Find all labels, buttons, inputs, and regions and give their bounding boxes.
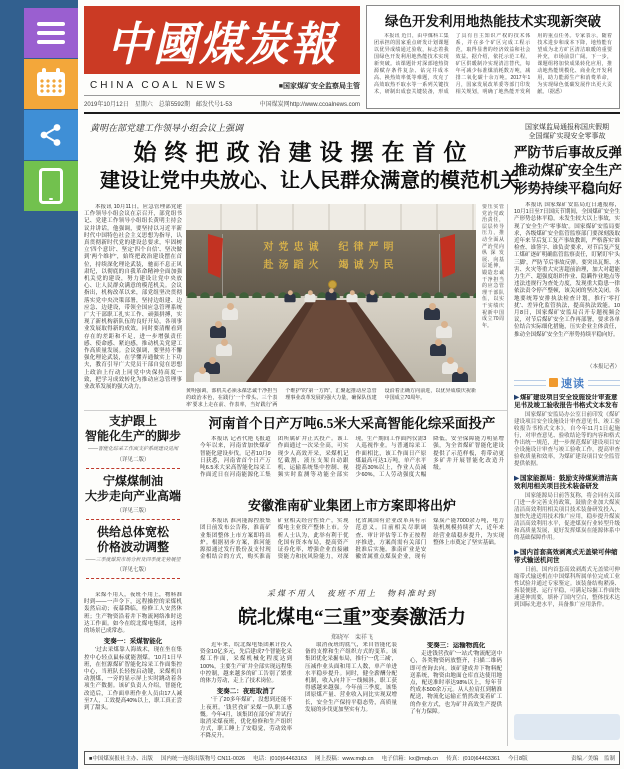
footer-web: 网上投稿：www.mqb.cn <box>314 756 374 762</box>
quick-read-bar <box>588 380 620 386</box>
mobile-phone-icon <box>39 168 63 204</box>
column-rule <box>507 204 508 746</box>
article-huainan-title: 安徽淮南矿业集团上市方案即将出炉 <box>247 498 456 513</box>
bullet-arrow-icon: ▶ <box>514 549 519 556</box>
teaser-title: 大步走向产业高端 <box>84 488 181 503</box>
footer-editor: 责编／美编 监制 <box>570 756 615 762</box>
calendar-button[interactable] <box>24 59 78 109</box>
red-flag-left <box>208 234 223 278</box>
attendee <box>436 326 452 338</box>
bottom-paragraph: '过去采煤靠人海战术，现在坐在集控中心轻点鼠标就能割煤。'10月1日早班，在恒源煤矿智能化综采工作面集控中心，当班队长轻按启动键，采煤机自动割煤，一旁的显示屏上实时跳动着各项生产数据。该矿负责人介绍，智能化改造后，工作面单班作业人员由17人减至7人，工效提高40%以上，职工真正尝到了甜头。 <box>84 647 182 712</box>
masthead-dateline: 2019年10月12日 星期六 总第5592期 邮发代号1-53 <box>84 102 233 108</box>
article-geothermal <box>366 5 620 109</box>
quick-read-title: 煤矿建设项目安全设施设计审查意见书及竣工验收报告书格式文本发布 <box>514 394 618 409</box>
teaser-item[interactable] <box>84 525 182 574</box>
attendee <box>430 344 446 356</box>
quick-read-item[interactable] <box>514 475 620 542</box>
quick-read-badge <box>549 378 558 387</box>
masthead-supervisor: ■国家煤矿安全监察局主管 <box>278 83 360 90</box>
bullet-arrow-icon: ▶ <box>514 394 519 401</box>
attendee <box>194 372 210 382</box>
dashed-divider <box>86 519 180 520</box>
teaser-page-ref: （详见七版） <box>116 567 150 573</box>
teaser-column <box>84 414 182 588</box>
flag-pole-right <box>439 234 440 296</box>
rail-article-kicker <box>514 123 620 141</box>
article-henan-body: 本报讯 记者代艳飞报道 今年以来，河南省加快煤矿智能化建设步伐。记者10月9日获悉，河南省首个日产万吨6.5米大采高智能化综采工作面近日在河南能源化工集团所属矿井正式投产。该工作面通过一次采全高，可实现少人高效开采，采煤机记忆截割、液压支架自动跟机、运输系统集中控制、视频实时监测等功能全部实现，生产期间工作面内仅需3人巡视作业。与普通综采工作面相比，该工作面日产原煤最高可达1万吨，单产水平提高30%以上，作业人员减少60%，工人劳动强度大幅降低，安全保障能力明显增强，为全省煤矿智能化建设提供了示范样板，将带动更多矿井开展智能化改造升级。 <box>200 436 504 479</box>
quick-read-item[interactable] <box>514 394 620 468</box>
masthead-title-en: CHINA COAL NEWS <box>90 80 228 91</box>
attendee <box>424 308 440 320</box>
quick-read-body: 日前，国内首套高效剥离式无盖梁可伸缩带式输送机在中国煤科所属单位完成工业性试验并通过专家鉴定。该装备结构紧凑、拆装便捷、运行平稳，可满足综掘工作面快速延伸需要，填补了国内空白，整体技术达到国际先进水平，具备推广应用条件。 <box>514 567 620 608</box>
masthead-dateline-row <box>84 99 360 108</box>
rail-article-body: 本报讯 国家煤矿安监局近日通报称，10月1日至7日国庆节期间，全国煤矿安全生产形势总体平稳，未发生较大以上事故，实现了安全生产'零事故'。国家煤矿安监局要求，各级煤矿安全监管监察部门要深刻汲取近年来节后复工复产事故教训，严格落实'谁检查、谁签字、谁负责'要求，对节后复产复工煤矿逐矿明确监管监察责任，盯紧盯牢'头三脚'，严防节后事故反弹。要突出瓦斯、水害、火灾等重大灾害超前治理，加大对超能力生产、超强度组织作业、隐瞒作业地点等违法违规行为查处力度，发现重大隐患一律依法责令停产整顿，该关闭的坚决关闭。各地要统筹安排执法检查计划，推行'零打扰'、差异化监管执法，提高执法效能。10月8日，国家煤矿安监局召开专题视频会议，对节后煤矿安全工作再部署，要求各单位结合实际细化措施，压实企业主体责任，推动全国煤矿安全生产形势持续平稳向好。 <box>514 202 620 338</box>
teaser-title: 价格波动调整 <box>96 539 169 554</box>
footer-pages: 今日8版 <box>508 756 528 762</box>
photo-ceiling <box>186 204 476 230</box>
rail-article-credit: （本报记者） <box>586 364 620 370</box>
attendee <box>284 294 295 302</box>
teaser-subtitle: ——三季度煤炭市场分析及四季度走势展望 <box>85 556 181 563</box>
red-flag-right <box>440 234 455 278</box>
quick-read-item[interactable] <box>514 549 620 609</box>
masthead-website: 中国煤炭网http://www.ccoalnews.com <box>259 102 360 108</box>
masthead-title: 中國煤炭報 <box>107 19 337 71</box>
masthead-subrow <box>84 80 360 91</box>
bottom-paragraph: 取消夜班的底气，来自智能化装备的支撑和生产组织方式的变革。该集团优化采掘布局，推行'一优三减'，压减作业头面和用工人数，单产单进水平稳步提升。同时，健全薪酬分配机制，收入向井下一线倾斜，职工获得感越来越强。今年前三季度，该集团原煤产量、营业收入同比实现双增长，安全生产保持平稳态势，高质量发展的步伐更加坚实有力。 <box>305 642 397 713</box>
lead-headline-2: 建设让党中央放心、让人民群众满意的模范机关 <box>100 170 520 192</box>
page-footer <box>84 751 620 765</box>
footer-email: 电子信箱：kx@mqb.cn <box>381 756 439 762</box>
bottom-paragraph: '干了20多年煤矿，没想到还能不上夜班。'钱营孜矿采煤一队职工感慨。今年4月，该集团在部分矿井试行取消采煤夜班，优化检修和生产组织方式，职工睡上了安稳觉，劳动效率不降反升。 <box>200 697 292 740</box>
article-huainan-body: 本报讯 淮河能源控股集团日前发布公告称，淮南矿业集团整体上市方案即将出炉。根据初步方案，淮河能源拟通过发行股份及支付现金相结合的方式，购买淮南矿业相关经营性资产，实现煤电主业资产整体上市。分析人士认为，此举有利于优化国有资本布局，提高资产证券化率，增强企业直接融资能力和抗风险能力，对深化省属国有企业改革具有示范意义。目前相关尽职调查、审计评估等工作正按程序推进，方案尚需有关部门批准后实施。淮南矿业是安徽省属重点煤炭企业，现有煤炭产能7000余万吨，电力装机规模持续扩大，近年来经营业绩稳步提升，为实现整体上市奠定了坚实基础。 <box>200 518 504 561</box>
teaser-title: 宁煤煤制油 <box>102 473 163 488</box>
attendee <box>346 294 357 302</box>
quick-read-body: 国家能源局日前答复称，将会同有关部门进一步完善支持政策，鼓励企业加大煤炭清洁高效利用相关项目技术装备研发投入，加快先进适用技术推广应用，稳步提升煤炭清洁高效利用水平，促进煤炭行业转型升级和高质量发展，更好发挥煤炭在能源体系中的基础保障作用。 <box>514 493 620 541</box>
chairman <box>325 292 336 300</box>
rail-kicker-line: 国家煤监局通报称国庆假期 <box>525 123 609 131</box>
photo-motto-line1: 对党忠诚 纪律严明 <box>263 242 399 253</box>
bullet-arrow-icon: ▶ <box>514 475 519 482</box>
lead-body-left: 本报讯 10月11日，应急管理部党建工作领导小组会议在京召开，部党组书记、党建工作领导小组组长黄明主持会议并讲话。他强调，要坚持以习近平新时代中国特色社会主义思想为指导，认真贯彻新时代党的建设总要求，牢固树立'四个意识'、坚定'四个自信'、坚决做到'两个维护'，始终把政治建设摆在首位，持续深化理论武装，驰而不息正风肃纪，以彻底的自我革命精神全面加强机关党的建设，努力建设让党中央放心、让人民群众满意的模范机关。会议指出，机构改革以来，部党组坚决贯彻落实党中央决策部署，坚持边组建、边应急、边建设，带领全国应急管理系统广大干部职工扎实工作、顽强拼搏，实现了新机构新队伍的良好开局，各项事业发展取得新的成效。同时要清醒看到存在的差距和不足，进一步增强责任感、使命感、紧迫感，推动机关党建工作高质量发展。会议强调，要坚持不懈强化理论武装，在学懂弄通做实上下功夫，教育引导广大党员干部自觉在思想上政治上行动上同党中央保持高度一致，把学习成效转化为推动应急管理事业改革发展的强大动力。 <box>84 204 182 391</box>
masthead-rule <box>84 112 620 114</box>
bottom-kicker: 采煤不用人 夜班不用上 物料准时到 <box>267 589 437 598</box>
bottom-article-col3 <box>305 642 397 748</box>
quick-read-bar <box>514 380 546 386</box>
lead-photo <box>186 204 476 382</box>
rail-article-headline <box>514 144 620 198</box>
attendee <box>304 294 315 302</box>
article-geothermal-body: 本报讯 近日，由中煤科工集团承担的国家重点研发计划课题以优异成绩通过验收，标志着我国绿色开发利用地热能技术实现新突破。该课题针对深部地热资源赋存条件复杂、钻完井成本高、换热效率低等难题，攻克了高效取热不取水等一系列关键技术，研制出成套关键装备，形成了具有自主知识产权的技术体系，并在多个矿区完成工程示范，取得显著的经济效益和社会效益。据介绍，依托示范工程，矿区供暖制冷实现清洁替代，每年可减少标准煤消耗数万吨，减排二氧化碳十余万吨。2017年1月，国家发展改革委等部门印发相关规划，明确了地热能开发利用的重点任务。专家表示，随着技术进步和成本下降，地热能有望成为北方矿区清洁取暖的重要补充，市场前景广阔。下一步，课题组将加快成果转化应用，推动地热能规模化、商业化开发利用，助力能源生产和消费革命，为实现绿色低碳发展作出更大贡献。（据悉） <box>374 33 612 95</box>
quick-read-body: 国家煤矿安监局办公室日前印发《煤矿建设项目安全设施设计审查意见书、竣工验收报告书格式文本》，自今年11月1日起施行，对审查意见、验收结论等的内容和格式作出统一规范，进一步规范煤矿建设项目安全设施设计审查与竣工验收工作，提高审查验收质量和效率，为煤矿建设项目安全监管提供依据。 <box>514 412 620 467</box>
lead-headline-1: 始终把政治建设摆在首位 <box>133 139 475 165</box>
rail-headline-line: 形势持续平稳向好 <box>514 181 622 196</box>
rail-kicker-line: 全国煤矿实现安全零事故 <box>528 132 606 140</box>
share-icon <box>38 122 64 148</box>
quick-read-title: 国家能源局：鼓励支持煤炭清洁高效利用相关项目技术装备研发 <box>514 475 618 490</box>
toolbar-sidebar <box>0 0 78 769</box>
masthead <box>84 6 360 74</box>
photo-caption: 黄明强调，部机关必须永葆忠诚干净担当的政治本色，在践行'一个带头、三个表率'要求上走在前、作表率，当好践行'两个维护'的'第一方阵'，汇聚起推动应急管理事业改革发展的强大力量，确保队伍建设沿着正确方向前进，以优异成绩庆祝新中国成立70周年。 <box>186 388 476 408</box>
bottom-article-header <box>200 588 504 641</box>
teaser-subtitle: ——智能化综采工作面支护系统建设见闻 <box>87 446 178 452</box>
bottom-subhead-2: 变奏二：夜班取消了 <box>216 688 276 696</box>
mobile-button[interactable] <box>24 161 78 211</box>
article-henan-title: 河南首个日产万吨6.5米大采高智能化综采面投产 <box>208 416 496 431</box>
quick-read-label: 速读 <box>561 377 585 390</box>
attendee <box>452 372 468 382</box>
lead-body-right: 要压实管党治党政治责任，层层传导压力，推动全面从严治党向纵深发展、向基层延伸，锻造忠诚干净担当的应急管理干部队伍，以实干实绩庆祝新中国成立70周年。 <box>482 204 504 329</box>
attendee <box>366 294 377 302</box>
share-button[interactable] <box>24 110 78 160</box>
newspaper-page <box>78 0 624 769</box>
lead-kicker: 黄明在部党建工作领导小组会议上强调 <box>90 123 244 133</box>
teaser-title: 供给总体宽松 <box>96 524 169 539</box>
attendee <box>216 344 232 356</box>
bottom-headline: 皖北煤电“三重”变奏激活力 <box>237 607 466 628</box>
bottom-paragraph: 走进钱营孜矿'一站式'物流配送中心，各类物资码放整齐，扫描二维码即可查询去向。该矿建成井下物料配送系统，物资由地面仓库直达使用地点，配送准时率达98%以上，每年节约成本500余万元。从人拉肩扛到精准配送，物流化运输正悄然改变着矿工的作业方式，也为矿井高效生产提供了有力保障。 <box>410 651 502 715</box>
masthead-divider <box>84 95 360 96</box>
teaser-item[interactable] <box>84 414 182 463</box>
bottom-paragraph: 近年来，皖北煤电集团累计投入资金10亿多元，先后建成7个智能化采煤工作面，采煤机械化程度达到100%，主要生产矿井全部实现远程集中控制，越来越多的矿工告别了繁重的体力劳动，走上了技术岗位。 <box>200 642 292 685</box>
quick-read-header <box>514 375 620 390</box>
footer-publisher: ■中国煤炭报社主办、出版 <box>89 756 153 762</box>
calendar-icon <box>37 72 65 96</box>
bottom-byline: 郑晓军 栾祥飞 <box>330 635 373 641</box>
dashed-divider <box>86 468 180 469</box>
middle-articles <box>200 412 504 588</box>
bottom-article-col4 <box>410 642 502 748</box>
bottom-subhead-1: 变奏一：采煤智能化 <box>103 638 163 646</box>
dashed-divider <box>86 578 180 579</box>
quick-read-title: 国内首套高效剥离式无盖梁可伸缩带式输送机问世 <box>514 549 618 564</box>
rail-headline-line: 严防节后事故反弹 <box>514 145 622 160</box>
attendee <box>222 308 238 320</box>
hamburger-icon <box>37 17 65 49</box>
rail-bottom-panel <box>514 714 620 740</box>
bottom-article-col1 <box>84 592 182 748</box>
quick-read-list <box>514 394 620 710</box>
teaser-item[interactable] <box>84 474 182 514</box>
article-geothermal-title: 绿色开发利用地热能技术实现新突破 <box>385 14 601 29</box>
photo-motto-line2: 赴汤蹈火 竭诚为民 <box>263 260 399 271</box>
teaser-page-ref: （详见三版） <box>116 507 150 514</box>
teaser-title: 智能化生产的脚步 <box>84 429 181 443</box>
bottom-subhead-3: 变奏三：运输物流化 <box>426 642 486 649</box>
rail-headline-line: 推动煤矿安全生产 <box>514 163 622 178</box>
section-divider <box>84 410 508 411</box>
teaser-title: 支护跟上 <box>108 414 157 428</box>
footer-tel: 电话：(010)64463163 <box>253 756 307 762</box>
menu-button[interactable] <box>24 8 78 58</box>
footer-fax: 传真：(010)64463361 <box>446 756 501 762</box>
bottom-paragraph: 采煤不用人，夜班不用上，物料准时到——一声令下，远程操控的采煤机轰然启动；夜幕降临，检修工人安然休班；生产物资沿着井下物流网络准时送达工作面。如今在皖北煤电集团，这样的场景已成常态。 <box>84 592 182 635</box>
attendee <box>210 326 226 338</box>
footer-issn: 国内统一连续出版物号 CN11-0026 <box>160 756 246 762</box>
teaser-page-ref: （详见二版） <box>116 456 150 463</box>
bottom-article-col2 <box>200 642 292 748</box>
